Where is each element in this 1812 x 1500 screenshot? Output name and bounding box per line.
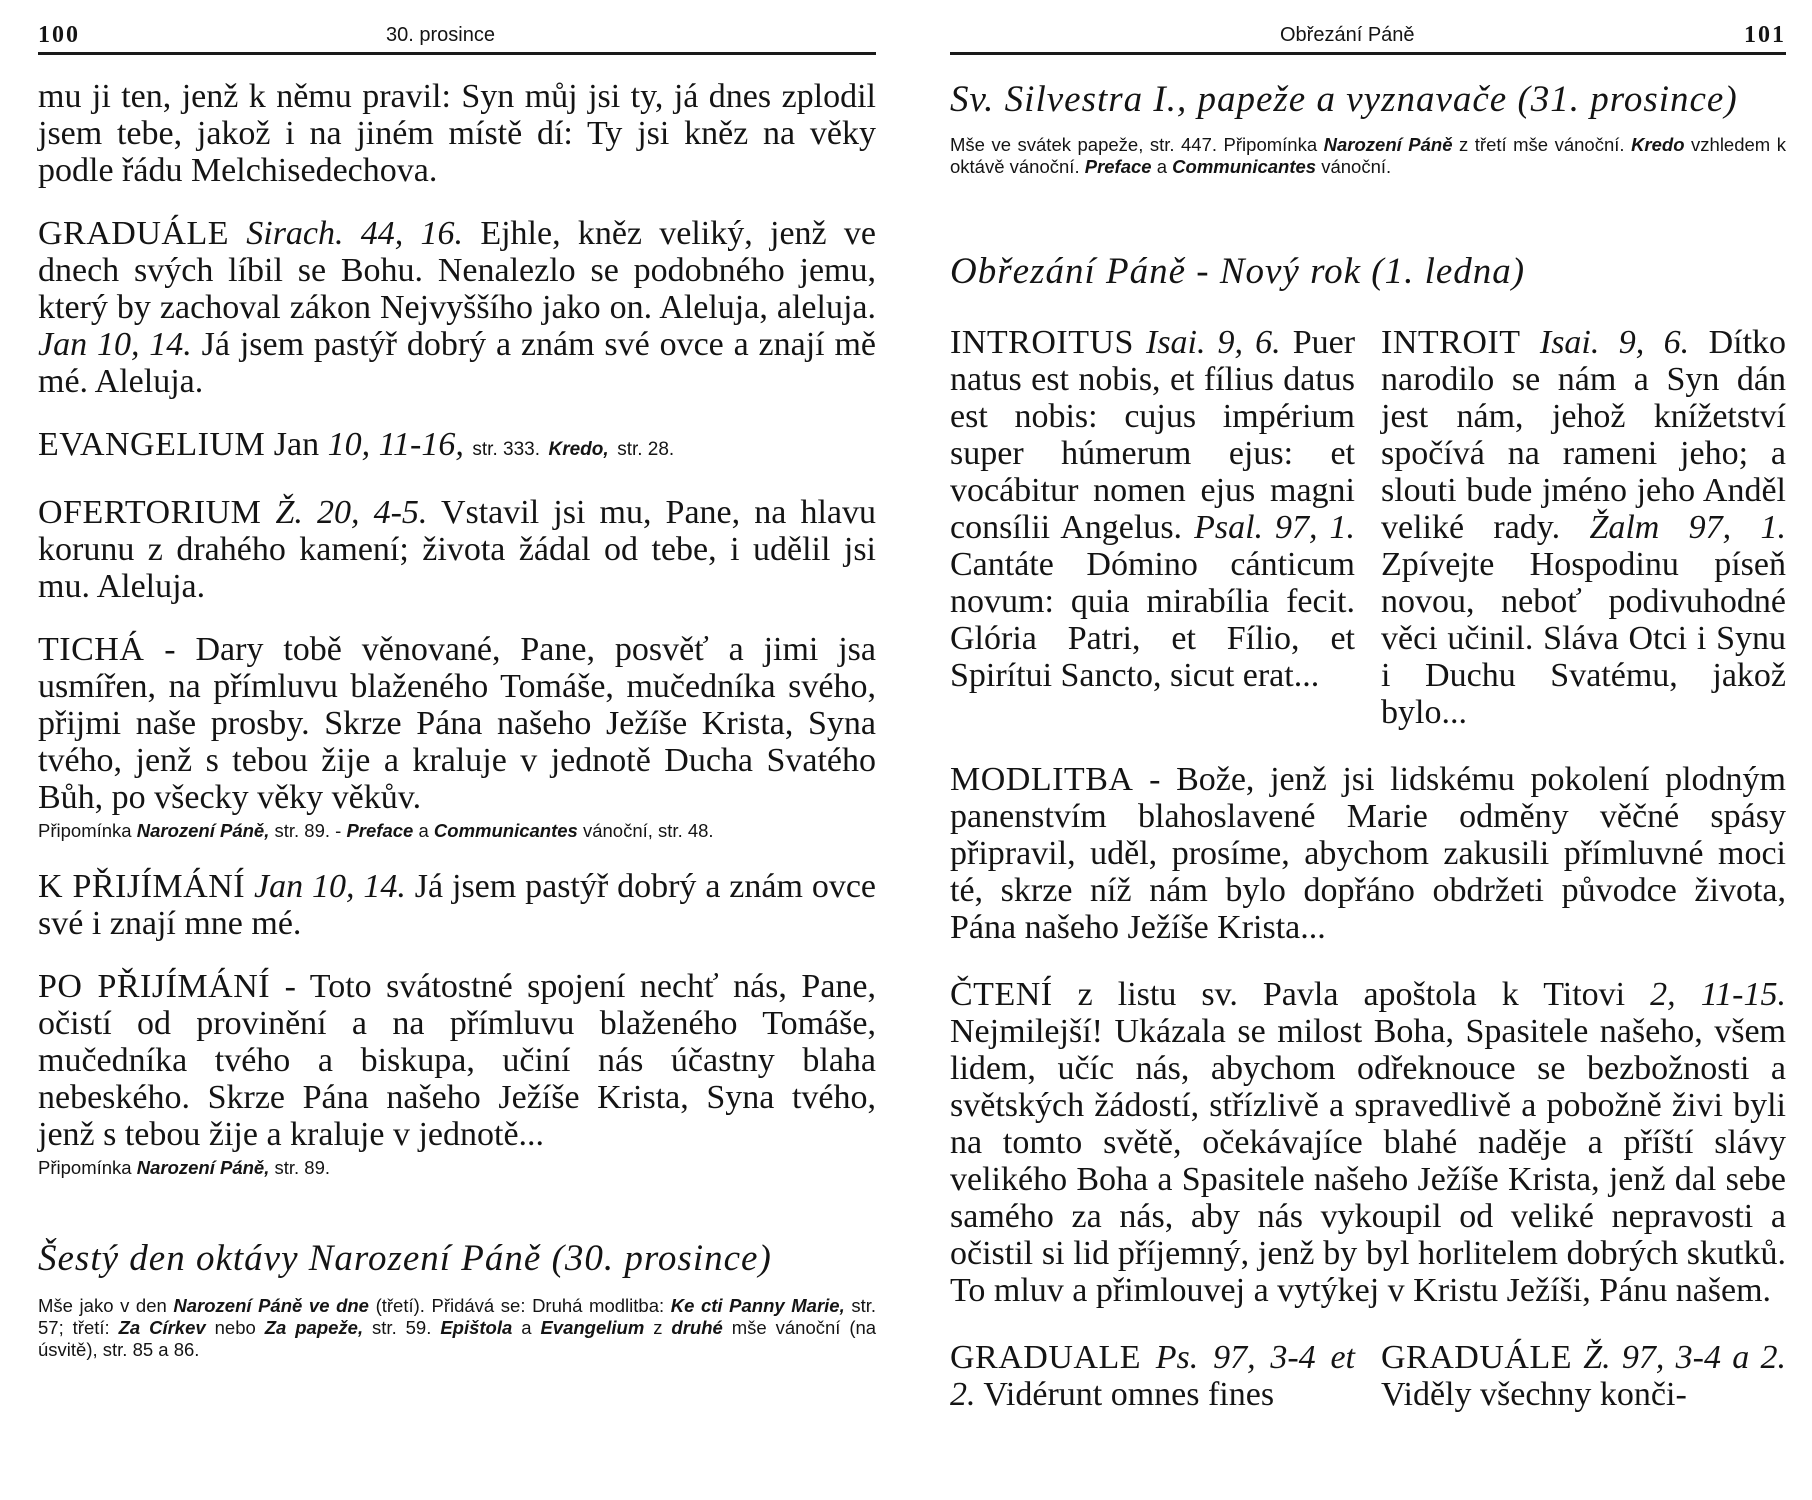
modlitba-text: - Bože, jenž jsi lidskému pokolení plodným panenstvím blahoslavené Marie odměny věčné spásy připravil, uděl, prosíme, abychom zakusili přímluvné moci té, skrze níž nám bylo dopřáno obdržeti původce života, Pána našeho Ježíše Krista... bbox=[950, 761, 1786, 946]
note-text: (třetí). Přidává se: Druhá modlitba: bbox=[375, 1295, 665, 1316]
note-italic: Communicantes bbox=[1172, 156, 1317, 177]
modlitba-section bbox=[950, 761, 1786, 946]
obrezani-title: Obřezání Páně - Nový rok (1. ledna) bbox=[950, 251, 1526, 292]
modlitba-label: MODLITBA bbox=[950, 761, 1134, 798]
evangelium-label: EVANGELIUM bbox=[38, 426, 266, 463]
note-text: a bbox=[418, 820, 429, 841]
ticha-text: - Dary tobě věnované, Pane, posvěť a jimi jsa usmířen, na přímluvu blaženého Tomáše, mučedníka svého, přijmi naše prosby. Skrze Pána našeho Ježíše Krista, Syna tvého, jenž s tebou žije a kraluje v jednotě Ducha Svatého Bůh, po všecky věky věkův. bbox=[38, 631, 877, 816]
note-text: z bbox=[653, 1317, 663, 1338]
note-text: vzhledem k oktávě vánoční. bbox=[950, 134, 1786, 177]
sesty-den-note bbox=[38, 1295, 876, 1361]
note-italic: Narození Páně, bbox=[136, 820, 270, 841]
ofertorium-label: OFERTORIUM bbox=[38, 494, 262, 531]
note-text: vánoční, str. 48. bbox=[582, 820, 714, 841]
note-italic: Communicantes bbox=[433, 820, 578, 841]
graduale-czech-text: Viděly všechny konči- bbox=[1381, 1376, 1687, 1413]
note-text: Připomínka bbox=[38, 1157, 132, 1178]
introitus-ref: Isai. 9, 6. bbox=[1146, 324, 1281, 361]
introitus-text1: Puer natus est nobis, et fílius datus est nobis: cujus impérium super húmerum ejus: et vocábitur nomen ejus magni consílii Angelus. bbox=[950, 324, 1356, 546]
note-italic: Epištola bbox=[440, 1317, 513, 1338]
introitus-columns bbox=[950, 324, 1786, 731]
graduale-ref: Sirach. 44, 16. bbox=[246, 215, 464, 252]
note-italic: Narození Páně, bbox=[136, 1157, 270, 1178]
ofertorium-text: Vstavil jsi mu, Pane, na hlavu korunu z drahého kamení; života žádal od tebe, i udělil jsi mu. Aleluja. bbox=[38, 494, 876, 605]
cteni-text2: Nejmilejší! Ukázala se milost Boha, Spasitele našeho, všem lidem, učíc nás, abychom odřeknouce se bezbožnosti a světských žádostí, střízlivě a spravedlivě a pobožně živi byli na tomto světě, očekávajíce blahé naděje a příští slávy velikého Boha a Spasitele našeho Ježíše Krista, jenž dal sebe samého za nás, aby nás vykoupil od veliké nepravosti a očistil si lid příjemný, jenž by byl horlitelem dobrých skutků. To mluv a přimlouvej a vytýkej v Kristu Ježíši, Pánu našem. bbox=[950, 1013, 1786, 1309]
left-page-number: 100 bbox=[38, 22, 80, 48]
note-italic: Ke cti Panny Marie, bbox=[670, 1295, 845, 1316]
k-prijimani-label: K PŘIJÍMÁNÍ bbox=[38, 868, 246, 905]
note-text: a bbox=[1156, 156, 1168, 177]
sesty-den-title: Šestý den oktávy Narození Páně (30. prosince) bbox=[38, 1238, 772, 1279]
ticha-note bbox=[38, 820, 876, 842]
right-page-number: 101 bbox=[1744, 22, 1786, 48]
po-prijimani-text: - Toto svátostné spojení nechť nás, Pane, očistí od provinění a na přímluvu blaženého Tomáše, mučedníka tvého a biskupa, učiní nás účastny blaha nebeského. Skrze Pána našeho Ježíše Krista, Syna tvého, jenž s tebou žije a kraluje v jednotě... bbox=[38, 968, 877, 1153]
evangelium-page-ref: str. 333. bbox=[472, 439, 540, 460]
evangelium-ref-book: Jan bbox=[273, 426, 320, 463]
graduale-latin-ref: Ps. 97, 3-4 et 2. bbox=[950, 1339, 1356, 1413]
left-page-body bbox=[38, 78, 876, 1361]
graduale-latin bbox=[950, 1339, 1355, 1413]
introit-ref2: Žalm 97, 1. bbox=[1589, 509, 1786, 546]
note-italic: Za Církev bbox=[118, 1317, 206, 1338]
graduale-label: GRADUÁLE bbox=[38, 215, 229, 252]
ticha-label: TICHÁ bbox=[38, 631, 145, 668]
note-italic: Kredo bbox=[1631, 134, 1685, 155]
graduale-latin-label: GRADUALE bbox=[950, 1339, 1141, 1376]
ofertorium-ref: Ž. 20, 4-5. bbox=[275, 494, 428, 531]
introitus-latin bbox=[950, 324, 1355, 731]
introit-czech bbox=[1381, 324, 1786, 731]
note-text: vánoční. bbox=[1321, 156, 1392, 177]
note-text: str. 59. bbox=[372, 1317, 432, 1338]
po-prijimani-note bbox=[38, 1157, 876, 1179]
note-text: mše vánoční (na úsvitě), str. 85 a 86. bbox=[38, 1317, 877, 1360]
k-prijimani-text: Já jsem pastýř dobrý a znám ovce své i znají mne mé. bbox=[38, 868, 877, 942]
note-text: Připomínka bbox=[38, 820, 132, 841]
introit-label: INTROIT bbox=[1381, 324, 1521, 361]
introitus-text2: Cantáte Dómino cánticum novum: quia mirabília fecit. Glória Patri, et Fílio, et Spirítui Sancto, sicut erat... bbox=[950, 546, 1355, 694]
note-italic: Narození Páně bbox=[1323, 134, 1453, 155]
ticha-section bbox=[38, 631, 876, 816]
graduale-czech-ref: Ž. 97, 3-4 a 2. bbox=[1583, 1339, 1787, 1376]
graduale-text2: Já jsem pastýř dobrý a znám své ovce a znají mě mé. Aleluja. bbox=[38, 326, 877, 400]
left-page-header bbox=[38, 22, 876, 56]
silvestr-note bbox=[950, 134, 1786, 178]
graduale-ref2: Jan 10, 14. bbox=[38, 326, 192, 363]
introitus-ref2: Psal. 97, 1. bbox=[1194, 509, 1356, 546]
ofertorium-section bbox=[38, 494, 876, 605]
cteni-section bbox=[950, 976, 1786, 1309]
right-page bbox=[950, 0, 1786, 1500]
left-page bbox=[38, 0, 876, 1500]
silvestr-title: Sv. Silvestra I., papeže a vyznavače (31. prosince) bbox=[950, 79, 1738, 120]
graduale-latin-text: Vidérunt omnes fines bbox=[983, 1376, 1275, 1413]
introitus-label: INTROITUS bbox=[950, 324, 1134, 361]
note-italic: Za papeže, bbox=[264, 1317, 364, 1338]
note-text: Mše jako v den bbox=[38, 1295, 167, 1316]
note-text: a bbox=[521, 1317, 532, 1338]
cteni-ref: 2, 11-15. bbox=[1650, 976, 1787, 1013]
k-prijimani-ref: Jan 10, 14. bbox=[253, 868, 406, 905]
note-italic: Preface bbox=[346, 820, 414, 841]
po-prijimani-section bbox=[38, 968, 876, 1153]
introit-ref: Isai. 9, 6. bbox=[1539, 324, 1690, 361]
right-page-header bbox=[950, 22, 1786, 56]
note-italic: Preface bbox=[1084, 156, 1152, 177]
note-text: z třetí mše vánoční. bbox=[1459, 134, 1625, 155]
graduale-section bbox=[38, 215, 876, 400]
introit-text1: Dítko narodilo se nám a Syn dán jest nám, jehož knížetství spočívá na rameni jeho; a slouti bude jméno jeho Anděl veliké rady. bbox=[1381, 324, 1787, 546]
note-italic: Narození Páně ve dne bbox=[173, 1295, 369, 1316]
left-header-rule bbox=[38, 52, 876, 55]
evangelium-ref-num: 10, 11-16, bbox=[327, 426, 464, 463]
cteni-label: ČTENÍ bbox=[950, 976, 1053, 1013]
kredo-label: Kredo, bbox=[548, 439, 609, 460]
right-page-body bbox=[950, 78, 1786, 1413]
introit-text2: Zpívejte Hospodinu píseň novou, neboť podivuhodné věci učinil. Sláva Otci i Synu i Duchu Svatému, jakož bylo... bbox=[1381, 546, 1786, 731]
cteni-text1: z listu sv. Pavla apoštola k Titovi bbox=[1077, 976, 1626, 1013]
graduale-columns bbox=[950, 1339, 1786, 1413]
kredo-page: str. 28. bbox=[617, 439, 675, 460]
note-italic: druhé bbox=[671, 1317, 723, 1338]
right-running-title: Obřezání Páně bbox=[1280, 24, 1415, 46]
left-running-title: 30. prosince bbox=[386, 24, 495, 46]
right-header-rule bbox=[950, 52, 1786, 55]
k-prijimani-section bbox=[38, 868, 876, 942]
graduale-czech bbox=[1381, 1339, 1786, 1413]
po-prijimani-label: PO PŘIJÍMÁNÍ bbox=[38, 968, 271, 1005]
note-text: str. 89. - bbox=[274, 820, 342, 841]
intro-paragraph: mu ji ten, jenž k němu pravil: Syn můj jsi ty, já dnes zplodil jsem tebe, jakož i na jiném místě dí: Ty jsi kněz na věky podle řádu Melchisedechova. bbox=[38, 78, 876, 189]
note-text: str. 89. bbox=[274, 1157, 331, 1178]
note-text: Mše ve svátek papeže, str. 447. Připomínka bbox=[950, 134, 1318, 155]
note-text: nebo bbox=[214, 1317, 256, 1338]
evangelium-section bbox=[38, 426, 876, 468]
graduale-text1: Ejhle, kněz veliký, jenž ve dnech svých líbil se Bohu. Nenalezlo se podobného jemu, který by zachoval zákon Nejvyššího jako on. Aleluja, aleluja. bbox=[38, 215, 876, 326]
note-italic: Evangelium bbox=[540, 1317, 645, 1338]
note-text: str. 57; třetí: bbox=[38, 1295, 876, 1338]
graduale-czech-label: GRADUÁLE bbox=[1381, 1339, 1572, 1376]
